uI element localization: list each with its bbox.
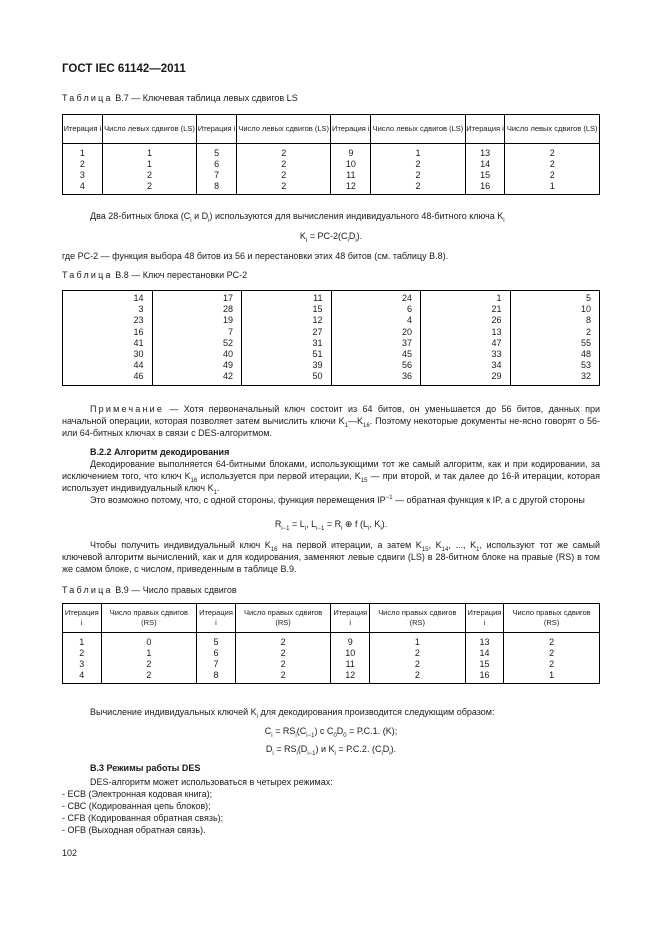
formula-ci: $C_i = RS_i(C_{i-1})$ с $C_0D_0 = Р.С.1$. (K);	[264, 726, 398, 739]
table-cell: 42	[152, 371, 242, 385]
table-cell: 15	[465, 170, 505, 181]
table-row	[63, 371, 600, 385]
table-row	[63, 144, 600, 160]
table-b9	[62, 603, 600, 684]
list-item: - СВС (Кодированная цепь блоков);	[62, 801, 211, 811]
table-cell: 17	[152, 291, 242, 305]
table-b9-caption	[62, 585, 237, 595]
table-cell: 1	[505, 181, 600, 195]
table-row	[63, 315, 600, 326]
table-cell: 3	[63, 304, 153, 315]
table-cell: 1	[102, 159, 197, 170]
column-header: Итерация i	[63, 115, 103, 144]
table-cell: 12	[242, 315, 332, 326]
table-cell: 2	[101, 659, 197, 670]
table-cell: 16	[465, 181, 505, 195]
table-cell: 30	[63, 349, 153, 360]
list-item: - OFB (Выходная обратная связь).	[62, 825, 206, 835]
table-cell: 13	[465, 633, 504, 649]
table-cell: 2	[235, 670, 331, 684]
table-cell: 37	[331, 338, 421, 349]
table-cell: 5	[197, 633, 236, 649]
note-label: Примечание	[90, 404, 165, 414]
table-cell: 2	[101, 670, 197, 684]
table-cell: 2	[504, 633, 600, 649]
table-b8-caption	[62, 270, 247, 280]
table-row	[63, 360, 600, 371]
table-cell: 34	[421, 360, 511, 371]
formula-ki: $K_i = PC-2(C_iD_i)$.	[299, 231, 363, 244]
table-cell: 2	[102, 170, 197, 181]
table-cell: 14	[63, 291, 153, 305]
table-row	[63, 170, 600, 181]
table-cell: 9	[331, 144, 371, 160]
list-item: - ЕСВ (Электронная кодовая книга);	[62, 789, 213, 799]
table-cell: 5	[510, 291, 600, 305]
table-cell: 32	[510, 371, 600, 385]
section-b22-paragraph-2: Это возможно потому, что, с одной стороны, функция перемещения $IP^{-1}$ — обратная функция к IP, а с другой стороны	[90, 495, 585, 505]
table-cell: 2	[505, 159, 600, 170]
table-cell: 12	[331, 670, 370, 684]
formula-di: $D_i = RS_i(D_{i-1})$ и $K_i = Р.С.2$. $(C_iD_i)$.	[265, 744, 397, 757]
table-cell: 44	[63, 360, 153, 371]
table-b7-header-row	[63, 115, 600, 144]
table-cell: 1	[504, 670, 600, 684]
table-b7-caption-text: В.7 — Ключевая таблица левых сдвигов LS	[115, 93, 298, 103]
table-cell: 47	[421, 338, 511, 349]
table-cell: 1	[101, 648, 197, 659]
table-cell: 31	[242, 338, 332, 349]
table-cell: 14	[465, 159, 505, 170]
page-number: 102	[62, 848, 78, 858]
table-cell: 2	[504, 659, 600, 670]
table-cell: 7	[197, 659, 236, 670]
table-cell: 2	[235, 633, 331, 649]
table-cell: 27	[242, 327, 332, 338]
table-cell: 20	[331, 327, 421, 338]
table-cell: 11	[331, 170, 371, 181]
formula-feistel: $R_{i-1} = L_i$, $L_{i-1} = R_i$ ⊕ f ($L_i$, $K_i$).	[274, 519, 388, 532]
column-header: Число правых сдвигов (RS)	[369, 604, 465, 633]
table-cell: 8	[197, 181, 237, 195]
table-cell: 2	[505, 170, 600, 181]
table-b7-caption	[62, 93, 298, 103]
table-cell: 52	[152, 338, 242, 349]
table-cell: 2	[371, 181, 466, 195]
table-cell: 28	[152, 304, 242, 315]
table-cell: 21	[421, 304, 511, 315]
column-header: Число правых сдвигов (RS)	[504, 604, 600, 633]
table-cell: 45	[331, 349, 421, 360]
table-cell: 2	[510, 327, 600, 338]
table-cell: 49	[152, 360, 242, 371]
table-cell: 2	[371, 170, 466, 181]
table-cell: 29	[421, 371, 511, 385]
table-b7	[62, 114, 600, 195]
table-cell: 56	[331, 360, 421, 371]
table-cell: 5	[197, 144, 237, 160]
table-cell: 55	[510, 338, 600, 349]
table-cell: 11	[242, 291, 332, 305]
table-cell: 1	[369, 633, 465, 649]
table-cell: 46	[63, 371, 153, 385]
table-cell: 2	[236, 181, 331, 195]
table-cell: 10	[510, 304, 600, 315]
table-cell: 11	[331, 659, 370, 670]
paragraph-blocks-28bit: Два 28-битных блока ($C_i$ и $D_i$) используются для вычисления индивидуального 48-битного ключа $K_i$	[90, 211, 505, 224]
table-cell: 0	[101, 633, 197, 649]
column-header: Итерация i	[197, 604, 236, 633]
table-row	[63, 659, 600, 670]
table-cell: 41	[63, 338, 153, 349]
table-cell: 1	[63, 144, 103, 160]
table-cell: 10	[331, 648, 370, 659]
table-cell: 15	[242, 304, 332, 315]
table-cell: 15	[465, 659, 504, 670]
table-cell: 3	[63, 170, 103, 181]
table-b9-caption-label: Таблица	[62, 585, 113, 595]
table-cell: 2	[369, 648, 465, 659]
table-cell: 6	[197, 648, 236, 659]
note-paragraph: Примечание — Хотя первоначальный ключ состоит из 64 битов, он уменьшается до 56 битов, данных при начальной операции, которая позволяет затем вычислить ключи $K_1—K_{16}$. Поэтому некоторые документы не-ясно говорят о 56- или 64-битных ключах в связи с DES-алгоритмом.	[62, 404, 600, 438]
table-cell: 13	[421, 327, 511, 338]
table-b9-header-row	[63, 604, 600, 633]
table-cell: 16	[63, 327, 153, 338]
column-header: Число правых сдвигов (RS)	[235, 604, 331, 633]
table-cell: 13	[465, 144, 505, 160]
table-cell: 4	[63, 181, 103, 195]
table-cell: 33	[421, 349, 511, 360]
table-cell: 3	[63, 659, 102, 670]
section-b3-title: В.3 Режимы работы DES	[90, 763, 201, 773]
table-cell: 2	[505, 144, 600, 160]
table-cell: 6	[197, 159, 237, 170]
column-header: Число правых сдвигов (RS)	[101, 604, 197, 633]
table-cell: 7	[197, 170, 237, 181]
column-header: Число левых сдвигов (LS)	[505, 115, 600, 144]
table-cell: 39	[242, 360, 332, 371]
table-cell: 10	[331, 159, 371, 170]
table-cell: 51	[242, 349, 332, 360]
section-b3-intro: DES-алгоритм может использоваться в четырех режимах:	[90, 777, 333, 787]
table-cell: 4	[331, 315, 421, 326]
document-header: ГОСТ IEC 61142—2011	[62, 63, 186, 75]
column-header: Итерация i	[63, 604, 102, 633]
table-cell: 2	[235, 648, 331, 659]
table-cell: 2	[63, 159, 103, 170]
table-cell: 2	[504, 648, 600, 659]
table-cell: 53	[510, 360, 600, 371]
table-cell: 26	[421, 315, 511, 326]
table-b8-body	[63, 291, 600, 386]
table-b7-body	[63, 144, 600, 195]
table-cell: 9	[331, 633, 370, 649]
table-row	[63, 291, 600, 305]
table-row	[63, 327, 600, 338]
column-header: Итерация i	[197, 115, 237, 144]
table-cell: 2	[102, 181, 197, 195]
table-row	[63, 349, 600, 360]
table-cell: 2	[369, 670, 465, 684]
table-cell: 19	[152, 315, 242, 326]
table-row	[63, 304, 600, 315]
table-cell: 1	[421, 291, 511, 305]
table-cell: 2	[236, 159, 331, 170]
paragraph-pc2-definition: где PC-2 — функция выбора 48 битов из 56 и перестановки этих 48 битов (см. таблицу В.8).	[62, 251, 449, 261]
table-row	[63, 670, 600, 684]
table-cell: 14	[465, 648, 504, 659]
paragraph-decoding-keys: Вычисление индивидуальных ключей $K_i$ для декодирования производится следующим образом:	[90, 707, 495, 720]
table-cell: 2	[63, 648, 102, 659]
table-cell: 8	[510, 315, 600, 326]
table-cell: 16	[465, 670, 504, 684]
section-b22-title: В.2.2 Алгоритм декодирования	[90, 447, 230, 457]
table-cell: 12	[331, 181, 371, 195]
table-cell: 7	[152, 327, 242, 338]
table-cell: 8	[197, 670, 236, 684]
table-cell: 1	[102, 144, 197, 160]
table-b8	[62, 290, 600, 386]
table-cell: 24	[331, 291, 421, 305]
table-b7-caption-label: Таблица	[62, 93, 113, 103]
column-header: Итерация i	[331, 115, 371, 144]
table-cell: 1	[63, 633, 102, 649]
section-b22-paragraph-3: Чтобы получить индивидуальный ключ $K_{16}$ на первой итерации, а затем $K_{15}$, $K_{14}$, ..., $K_1$, используют тот же самый ключевой алгоритм вычислений, как и для кодирования, заменяют левые сдвиги (LS) в 28-битном блоке на правые (RS) в том же самом блоке, с числом, приведенным в таблице В.9.	[62, 540, 600, 574]
table-cell: 40	[152, 349, 242, 360]
table-row	[63, 633, 600, 649]
table-cell: 36	[331, 371, 421, 385]
table-cell: 23	[63, 315, 153, 326]
table-cell: 4	[63, 670, 102, 684]
table-b9-body	[63, 633, 600, 684]
table-cell: 50	[242, 371, 332, 385]
table-cell: 2	[369, 659, 465, 670]
table-cell: 2	[236, 144, 331, 160]
table-cell: 48	[510, 349, 600, 360]
table-cell: 2	[235, 659, 331, 670]
table-row	[63, 181, 600, 195]
table-b8-caption-text: В.8 — Ключ перестановки PC-2	[115, 270, 248, 280]
column-header: Число левых сдвигов (LS)	[102, 115, 197, 144]
table-cell: 2	[371, 159, 466, 170]
column-header: Число левых сдвигов (LS)	[371, 115, 466, 144]
column-header: Итерация i	[465, 604, 504, 633]
table-row	[63, 159, 600, 170]
list-item: - CFB (Кодированная обратная связь);	[62, 813, 224, 823]
table-cell: 6	[331, 304, 421, 315]
table-row	[63, 648, 600, 659]
table-row	[63, 338, 600, 349]
table-b9-caption-text: В.9 — Число правых сдвигов	[115, 585, 237, 595]
table-cell: 2	[236, 170, 331, 181]
table-cell: 1	[371, 144, 466, 160]
column-header: Итерация i	[465, 115, 505, 144]
column-header: Итерация i	[331, 604, 370, 633]
table-b8-caption-label: Таблица	[62, 270, 113, 280]
column-header: Число левых сдвигов (LS)	[236, 115, 331, 144]
section-b22-paragraph-1: Декодирование выполняется 64-битными блоками, использующими тот же самый алгоритм, как и при кодировании, за исключением того, что ключ $K_{16}$ используется при первой итерации, $K_{15}$ — при второй, и так далее до 16-й итерации, которая использует индивидуальный ключ $K_1$.	[62, 459, 600, 496]
